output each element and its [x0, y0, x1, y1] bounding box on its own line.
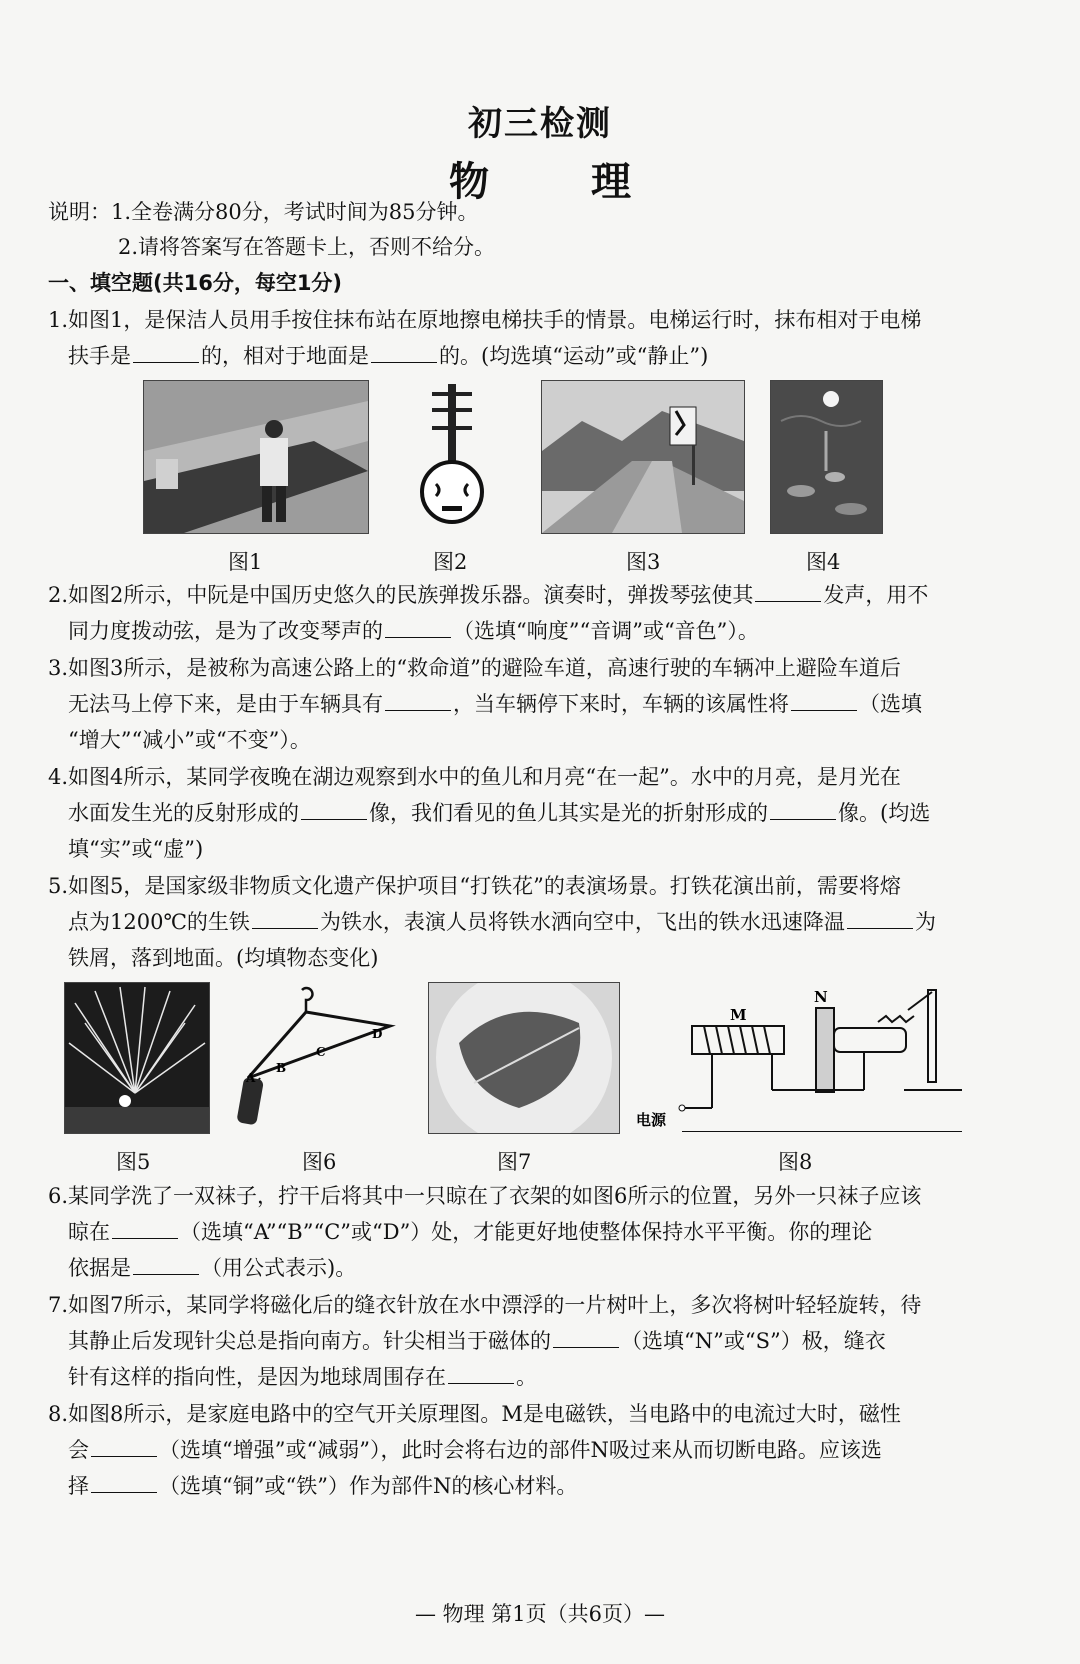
answer-blank[interactable] [133, 342, 199, 363]
figure-5-iron-flower-photo [64, 982, 210, 1134]
q7-line-2: 其静止后发现针尖总是指向南方。针尖相当于磁体的 （选填“N”或“S”）极，缝衣 [68, 1329, 886, 1353]
answer-blank[interactable] [133, 1254, 199, 1275]
figure-4-moon-fish-photo [770, 380, 883, 534]
q2-line-2: 同力度拨动弦，是为了改变琴声的 （选填“响度”“音调”或“音色”）。 [68, 619, 759, 643]
figure-8-circuit-breaker-diagram [632, 982, 964, 1132]
note-2: 2.请将答案写在答题卡上，否则不给分。 [118, 235, 496, 259]
figure-6-hanger-diagram [230, 982, 404, 1132]
note-1: 说明：1.全卷满分80分，考试时间为85分钟。 [48, 200, 479, 224]
answer-blank[interactable] [448, 1363, 514, 1384]
fig8-label-m: M [730, 1006, 747, 1024]
answer-blank[interactable] [91, 1436, 157, 1457]
q3-line-1: 3.如图3所示，是被称为高速公路上的“救命道”的避险车道，高速行驶的车辆冲上避险车道后 [48, 656, 901, 680]
answer-blank[interactable] [385, 690, 451, 711]
q2-line-1: 2.如图2所示，中阮是中国历史悠久的民族弹拨乐器。演奏时，弹拨琴弦使其 发声，用不 [48, 583, 929, 607]
fig6-label-b: B [276, 1061, 287, 1075]
q5-line-1: 5.如图5，是国家级非物质文化遗产保护项目“打铁花”的表演场景。打铁花演出前，需要将熔 [48, 874, 901, 898]
section-heading: 一、填空题(共16分，每空1分) [48, 271, 343, 295]
figure-3-escape-lane-photo [541, 380, 745, 534]
page-footer: — 物理 第1页（共6页）— [414, 1602, 666, 1626]
answer-blank[interactable] [91, 1472, 157, 1493]
q7-line-3: 针有这样的指向性，是因为地球周围存在 。 [68, 1365, 537, 1389]
figure-4-caption: 图4 [806, 550, 841, 574]
figure-8-caption: 图8 [778, 1150, 813, 1174]
fig8-label-power: 电源 [636, 1111, 667, 1129]
figure-6-caption: 图6 [302, 1150, 337, 1174]
figure-2-caption: 图2 [433, 550, 468, 574]
q4-line-3: 填“实”或“虚”) [68, 837, 204, 861]
answer-blank[interactable] [847, 908, 913, 929]
answer-blank[interactable] [770, 799, 836, 820]
answer-blank[interactable] [553, 1327, 619, 1348]
exam-title: 初三检测 [468, 104, 612, 144]
q3-line-2: 无法马上停下来，是由于车辆具有 ，当车辆停下来时，车辆的该属性将 （选填 [68, 692, 922, 716]
answer-blank[interactable] [252, 908, 318, 929]
fig8-label-n: N [814, 988, 828, 1006]
q4-line-1: 4.如图4所示，某同学夜晚在湖边观察到水中的鱼儿和月亮“在一起”。水中的月亮，是月光在 [48, 765, 901, 789]
figure-7-leaf-needle-photo [428, 982, 620, 1134]
figure-3-caption: 图3 [626, 550, 661, 574]
figure-1-caption: 图1 [228, 550, 263, 574]
q5-line-2: 点为1200℃的生铁 为铁水，表演人员将铁水洒向空中，飞出的铁水迅速降温 为 [68, 910, 936, 934]
answer-blank[interactable] [755, 581, 821, 602]
q8-line-3: 择 （选填“铜”或“铁”）作为部件N的核心材料。 [68, 1474, 578, 1498]
q6-line-3: 依据是 （用公式表示)。 [68, 1256, 357, 1280]
answer-blank[interactable] [791, 690, 857, 711]
q8-line-1: 8.如图8所示，是家庭电路中的空气开关原理图。M是电磁铁，当电路中的电流过大时，磁性 [48, 1402, 901, 1426]
fig6-label-d: D [372, 1027, 383, 1041]
answer-blank[interactable] [112, 1218, 178, 1239]
fig6-label-a: A [246, 1071, 256, 1085]
figure-5-caption: 图5 [116, 1150, 151, 1174]
q6-line-2: 晾在 （选填“A”“B”“C”或“D”）处，才能更好地使整体保持水平平衡。你的理论 [68, 1220, 873, 1244]
figure-2-zhongruan-instrument [418, 380, 486, 532]
q5-line-3: 铁屑，落到地面。(均填物态变化) [68, 946, 379, 970]
q1-line-2: 扶手是 的，相对于地面是 的。(均选填“运动”或“静止”) [68, 344, 709, 368]
q1-line-1: 1.如图1，是保洁人员用手按住抹布站在原地擦电梯扶手的情景。电梯运行时，抹布相对于电梯 [48, 308, 922, 332]
q4-line-2: 水面发生光的反射形成的 像，我们看见的鱼儿其实是光的折射形成的 像。(均选 [68, 801, 931, 825]
fig6-label-c: C [316, 1045, 326, 1059]
figure-7-caption: 图7 [497, 1150, 532, 1174]
answer-blank[interactable] [371, 342, 437, 363]
answer-blank[interactable] [301, 799, 367, 820]
q6-line-1: 6.某同学洗了一双袜子，拧干后将其中一只晾在了衣架的如图6所示的位置，另外一只袜子应该 [48, 1184, 922, 1208]
q8-line-2: 会 （选填“增强”或“减弱”），此时会将右边的部件N吸过来从而切断电路。应该选 [68, 1438, 882, 1462]
subject-title: 物 理 [449, 159, 675, 205]
q3-line-3: “增大”“减小”或“不变”）。 [68, 728, 311, 752]
q7-line-1: 7.如图7所示，某同学将磁化后的缝衣针放在水中漂浮的一片树叶上，多次将树叶轻轻旋转，待 [48, 1293, 922, 1317]
figure-1-escalator-photo [143, 380, 369, 534]
answer-blank[interactable] [385, 617, 451, 638]
